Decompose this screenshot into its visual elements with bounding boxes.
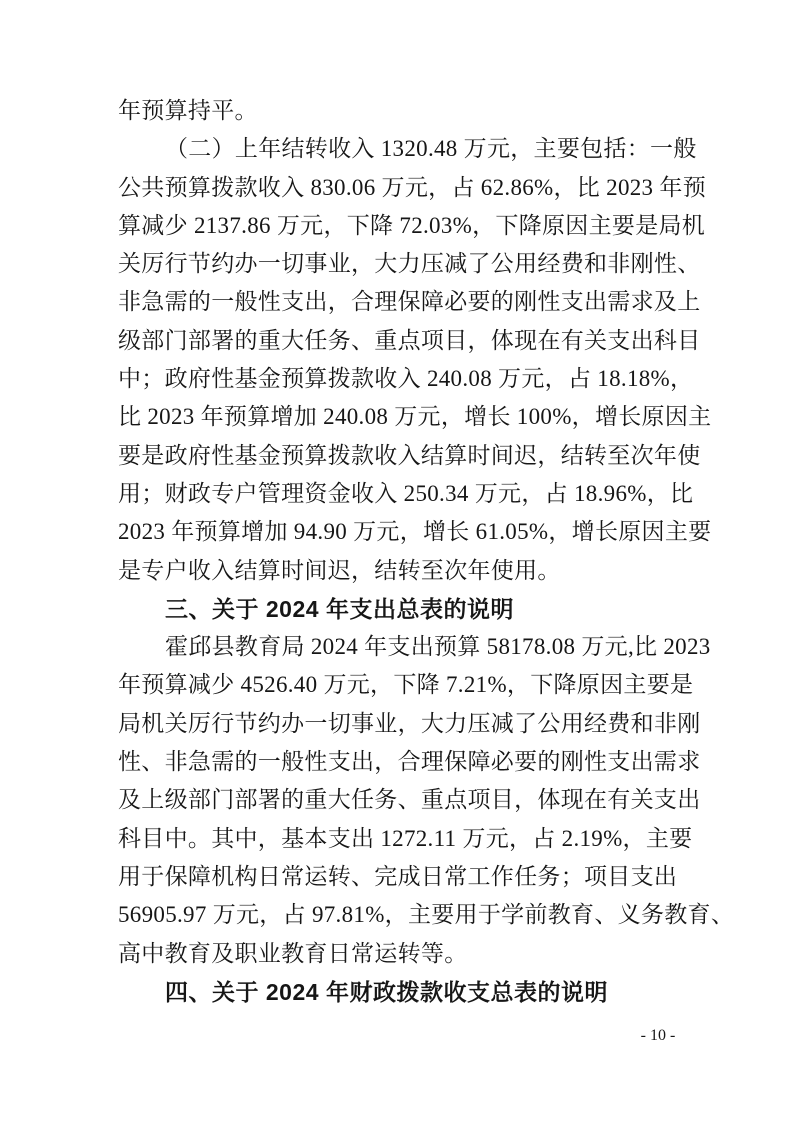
paragraph-line: 局机关厉行节约办一切事业，大力压减了公用经费和非刚	[118, 710, 701, 736]
paragraph-line: 科目中。其中，基本支出 1272.11 万元，占 2.19%，主要	[118, 825, 693, 851]
section-heading-expenditure: 三、关于 2024 年支出总表的说明	[165, 595, 514, 622]
paragraph-line: 56905.97 万元，占 97.81%，主要用于学前教育、义务教育、	[118, 902, 735, 928]
paragraph-line: 用；财政专户管理资金收入 250.34 万元，占 18.96%，比	[118, 480, 694, 506]
paragraph-line: 年预算减少 4526.40 万元，下降 7.21%，下降原因主要是	[118, 672, 694, 698]
section-heading-fiscal-appropriation: 四、关于 2024 年财政拨款收支总表的说明	[165, 978, 608, 1005]
paragraph-line: 霍邱县教育局 2024 年支出预算 58178.08 万元,比 2023	[165, 634, 711, 660]
page-number: - 10 -	[640, 1027, 676, 1044]
paragraph-line: 高中教育及职业教育日常运转等。	[118, 940, 468, 966]
document-body	[118, 92, 735, 1011]
paragraph-line: （二）上年结转收入 1320.48 万元，主要包括：一般	[165, 136, 697, 162]
paragraph-line: 年预算持平。	[118, 98, 258, 123]
paragraph-line: 及上级部门部署的重大任务、重点项目，体现在有关支出	[118, 787, 701, 813]
paragraph-line: 公共预算拨款收入 830.06 万元，占 62.86%，比 2023 年预	[118, 174, 707, 200]
paragraph-line: 中；政府性基金预算拨款收入 240.08 万元，占 18.18%，	[118, 366, 694, 392]
paragraph-line: 用于保障机构日常运转、完成日常工作任务；项目支出	[118, 863, 678, 889]
paragraph-line: 性、非急需的一般性支出，合理保障必要的刚性支出需求	[118, 749, 701, 775]
paragraph-line: 级部门部署的重大任务、重点项目，体现在有关支出科目	[118, 327, 701, 353]
paragraph-line: 要是政府性基金预算拨款收入结算时间迟，结转至次年使	[118, 442, 701, 468]
paragraph-line: 算减少 2137.86 万元，下降 72.03%，下降原因主要是局机	[118, 212, 706, 238]
paragraph-line: 2023 年预算增加 94.90 万元，增长 61.05%，增长原因主要	[118, 519, 712, 545]
paragraph-line: 比 2023 年预算增加 240.08 万元，增长 100%，增长原因主	[118, 404, 712, 430]
paragraph-line: 关厉行节约办一切事业，大力压减了公用经费和非刚性、	[118, 251, 701, 277]
paragraph-line: 是专户收入结算时间迟，结转至次年使用。	[118, 557, 561, 583]
paragraph-line: 非急需的一般性支出，合理保障必要的刚性支出需求及上	[118, 289, 701, 315]
